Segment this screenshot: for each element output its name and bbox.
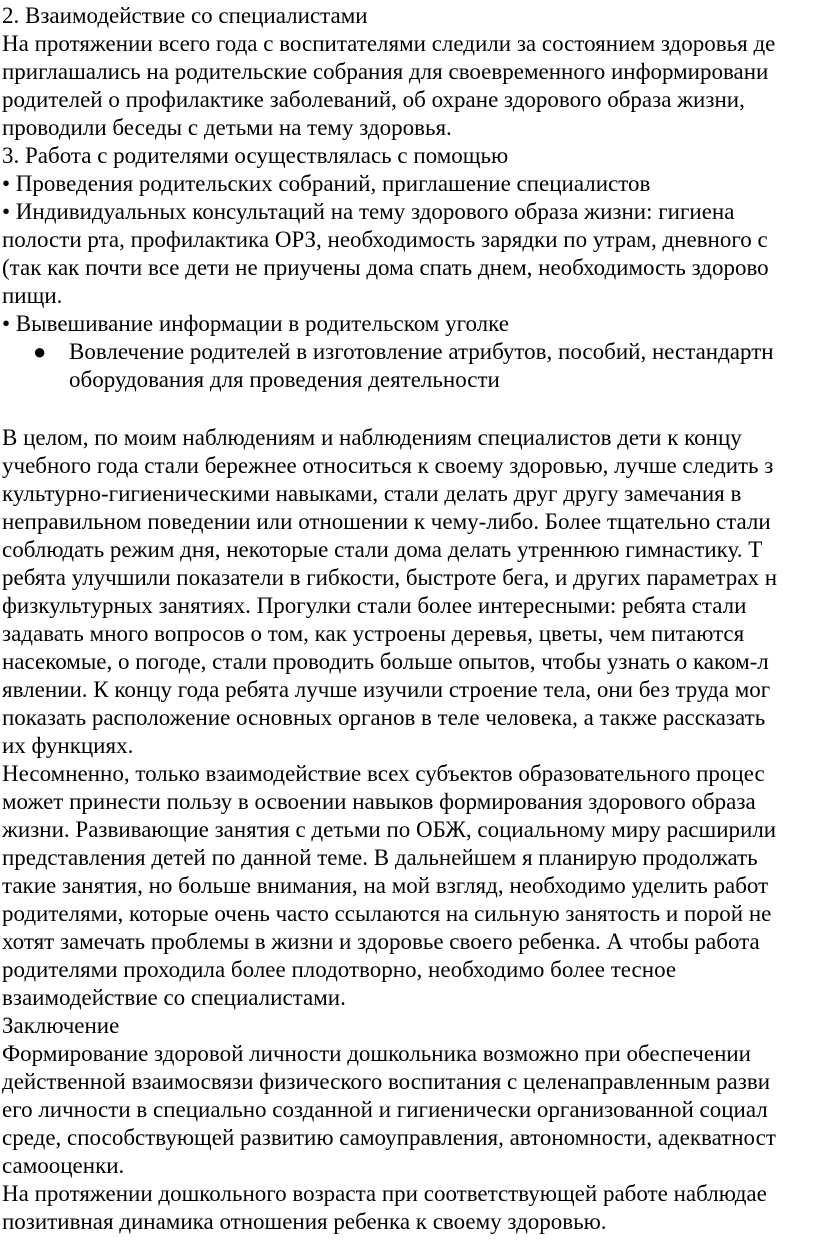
text-line: физкультурных занятиях. Прогулки стали более интересными: ребята стали	[2, 593, 747, 618]
list-item: • Вывешивание информации в родительском уголке	[2, 311, 509, 336]
text-line: неправильном поведении или отношении к чему-либо. Более тщательно стали	[2, 509, 771, 534]
text-line: (так как почти все дети не приучены дома спать днем, необходимость здорово	[2, 255, 769, 280]
text-line: В целом, по моим наблюдениям и наблюдениям специалистов дети к концу	[2, 425, 742, 450]
text-line: жизни. Развивающие занятия с детьми по ОБЖ, социальному миру расширили	[2, 817, 777, 842]
text-line: приглашались на родительские собрания для своевременного информировани	[2, 59, 769, 84]
text-line: родителями проходила более плодотворно, необходимо более тесное	[2, 957, 677, 982]
text-line: культурно-гигиеническими навыками, стали делать друг другу замечания в	[2, 481, 742, 506]
text-line: ребята улучшили показатели в гибкости, быстроте бега, и других параметрах н	[2, 565, 778, 590]
bullet-icon: ●	[33, 339, 47, 364]
text-line: задавать много вопросов о том, как устроены деревья, цветы, чем питаются	[2, 621, 745, 646]
text-line: родителей о профилактике заболеваний, об охране здорового образа жизни,	[2, 87, 745, 112]
list-item: • Проведения родительских собраний, приглашение специалистов	[2, 171, 651, 196]
text-line: среде, способствующей развитию самоуправления, автономности, адекватност	[2, 1125, 776, 1150]
text-line: насекомые, о погоде, стали проводить больше опытов, чтобы узнать о каком-л	[2, 649, 769, 674]
text-line: полости рта, профилактика ОРЗ, необходимость зарядки по утрам, дневного с	[2, 227, 768, 252]
text-line: оборудования для проведения деятельности	[69, 367, 500, 392]
text-line: может принести пользу в освоении навыков формирования здорового образа	[2, 789, 756, 814]
text-line: взаимодействие со специалистами.	[2, 985, 346, 1010]
text-line: проводили беседы с детьми на тему здоровья.	[2, 115, 452, 140]
text-line: На протяжении всего года с воспитателями следили за состоянием здоровья де	[2, 31, 776, 56]
text-line: такие занятия, но больше внимания, на мой взгляд, необходимо уделить работ	[2, 873, 769, 898]
text-line: действенной взаимосвязи физического воспитания с целенаправленным разви	[2, 1069, 771, 1094]
text-line: На протяжении дошкольного возраста при соответствующей работе наблюдае	[2, 1181, 767, 1206]
text-line: Несомненно, только взаимодействие всех субъектов образовательного процес	[2, 761, 765, 786]
text-line: самооценки.	[2, 1153, 125, 1178]
text-line: позитивная динамика отношения ребенка к своему здоровью.	[2, 1209, 607, 1234]
text-line: соблюдать режим дня, некоторые стали дома делать утреннюю гимнастику. Т	[2, 537, 763, 562]
text-line: явлении. К концу года ребята лучше изучили строение тела, они без труда мог	[2, 677, 771, 702]
text-line: представления детей по данной теме. В дальнейшем я планирую продолжать	[2, 845, 758, 870]
text-line: их функциях.	[2, 733, 134, 758]
list-item: Вовлечение родителей в изготовление атрибутов, пособий, нестандартн	[69, 339, 774, 364]
text-line: учебного года стали бережнее относиться к своему здоровью, лучше следить з	[2, 453, 774, 478]
text-line: Формирование здоровой личности дошкольника возможно при обеспечении	[2, 1041, 751, 1066]
section-heading-conclusion: Заключение	[2, 1013, 120, 1038]
text-line: его личности в специально созданной и гигиенически организованной социал	[2, 1097, 768, 1122]
section-heading-specialists: 2. Взаимодействие со специалистами	[2, 3, 368, 28]
list-item: • Индивидуальных консультаций на тему здорового образа жизни: гигиена	[2, 199, 735, 224]
text-line: родителями, которые очень часто ссылаются на сильную занятость и порой не	[2, 901, 772, 926]
text-line: хотят замечать проблемы в жизни и здоровье своего ребенка. А чтобы работа	[2, 929, 760, 954]
section-heading-parents: 3. Работа с родителями осуществлялась с помощью	[2, 143, 509, 168]
text-line: пищи.	[2, 283, 63, 308]
text-line: показать расположение основных органов в теле человека, а также рассказать	[2, 705, 766, 730]
